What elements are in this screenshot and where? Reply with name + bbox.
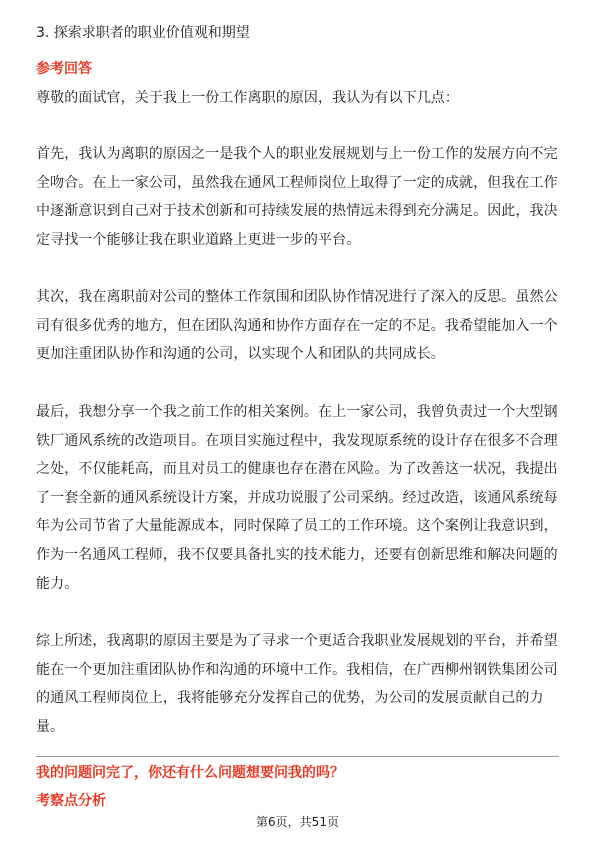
paragraph-text: 综上所述，我离职的原因主要是为了寻求一个更适合我职业发展规划的平台，并希望能在一个更加注重团队协作和沟通的环境中工作。我相信，在广西柳州钢铁集团公司的通风工程师岗位上，我将能够充分发挥自己的优势，为公司的发展贡献自己的力量。 [36,633,558,735]
section-divider [36,756,559,757]
question-heading: 3. 探索求职者的职业价值观和期望 [36,25,250,41]
paragraph-1 [36,140,561,254]
answer-label: 参考回答 [36,61,92,77]
paragraph-4 [36,627,561,741]
paragraph-3 [36,398,561,598]
paragraph-text: 首先，我认为离职的原因之一是我个人的职业发展规划与上一份工作的发展方向不完全吻合。在上一家公司，虽然我在通风工程师岗位上取得了一定的成就，但我在工作中逐渐意识到自己对于技术创新和可持续发展的热情远未得到充分满足。因此，我决定寻找一个能够让我在职业道路上更进一步的平台。 [36,146,558,248]
paragraph-text: 其次，我在离职前对公司的整体工作氛围和团队协作情况进行了深入的反思。虽然公司有很多优秀的地方，但在团队沟通和协作方面存在一定的不足。我希望能加入一个更加注重团队协作和沟通的公司，以实现个人和团队的共同成长。 [36,289,558,363]
closing-question: 我的问题问完了，你还有什么问题想要问我的吗？ [36,765,344,781]
greeting-text: 尊敬的面试官，关于我上一份工作离职的原因，我认为有以下几点： [36,90,459,106]
analysis-label: 考察点分析 [36,793,106,809]
paragraph-text: 最后，我想分享一个我之前工作的相关案例。在上一家公司，我曾负责过一个大型钢铁厂通风系统的改造项目。在项目实施过程中，我发现原系统的设计存在很多不合理之处，不仅能耗高，而且对员工的健康也存在潜在风险。为了改善这一状况，我提出了一套全新的通风系统设计方案，并成功说服了公司采纳。经过改造，该通风系统每年为公司节省了大量能源成本，同时保障了员工的工作环境。这个案例让我意识到，作为一名通风工程师，我不仅要具备扎实的技术能力，还要有创新思维和解决问题的能力。 [36,404,558,592]
page-number: 第6页，共51页 [256,815,339,829]
paragraph-2 [36,283,561,369]
